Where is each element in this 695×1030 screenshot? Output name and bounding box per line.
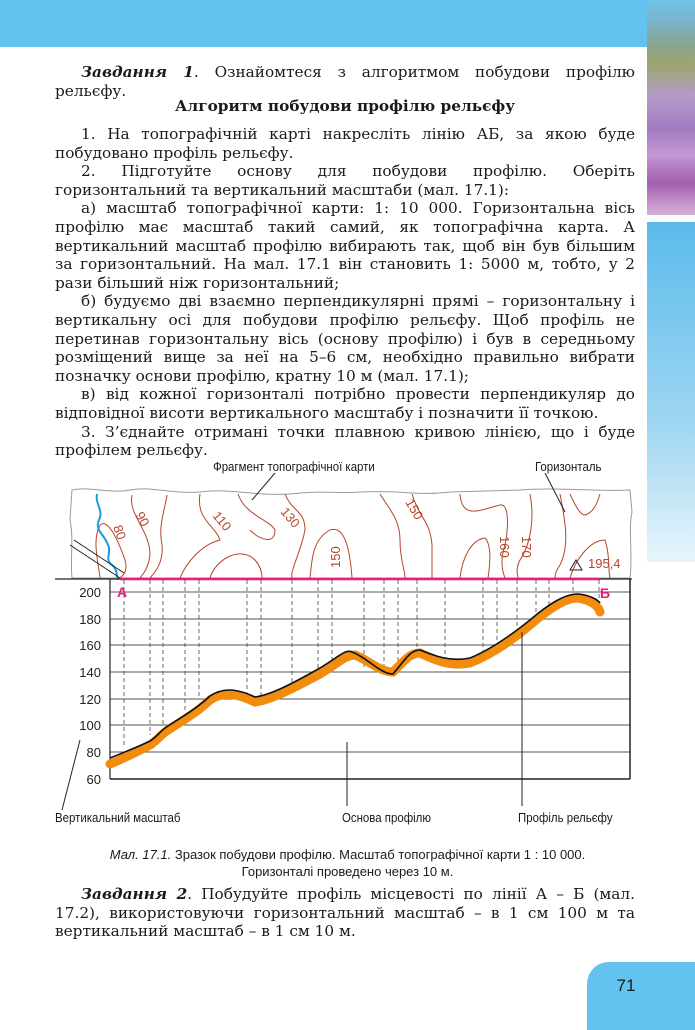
step-3: 3. З’єднайте отримані точки плавною кривою лінією, що і буде профілем рельєфу. bbox=[55, 422, 635, 460]
label-relief-profile: Профіль рельєфу bbox=[518, 810, 613, 825]
svg-text:150: 150 bbox=[402, 496, 427, 523]
caption-line-2: Горизонталі проведено через 10 м. bbox=[241, 864, 454, 879]
task-2 bbox=[55, 885, 635, 941]
caption-line-1: Зразок побудови профілю. Масштаб топографічної карти 1 : 10 000. bbox=[171, 847, 586, 862]
step-2: 2. Підготуйте основу для побудови профілю. Оберіть горизонтальний та вертикальний масштаби (мал. 17.1): bbox=[55, 162, 635, 199]
algorithm-steps bbox=[55, 125, 635, 460]
page-number: 71 bbox=[616, 976, 636, 995]
svg-text:80: 80 bbox=[110, 522, 130, 542]
svg-text:195,4: 195,4 bbox=[588, 556, 621, 571]
task-2-label: Завдання 2 bbox=[81, 885, 188, 903]
task-1-label: Завдання 1 bbox=[81, 63, 194, 81]
profile-figure-svg bbox=[0, 450, 695, 840]
task-1-text: . Ознайомтеся з алгоритмом побудови профілю рельєфу. bbox=[55, 63, 636, 100]
svg-text:110: 110 bbox=[209, 508, 235, 534]
svg-text:160: 160 bbox=[497, 536, 512, 558]
point-b-label: Б bbox=[600, 585, 611, 601]
svg-text:80: 80 bbox=[86, 745, 101, 760]
task-2-text: . Побудуйте профіль місцевості по лінії А – Б (мал. 17.2), використовуючи горизонтальний масштаб – в 1 см 100 м та вертикальний масштаб – в 1 см 10 м. bbox=[55, 885, 636, 941]
page-number-tab bbox=[587, 962, 695, 1030]
header-band bbox=[0, 0, 650, 47]
step-2a: а) масштаб топографічної карти: 1: 10 000. Горизонтальна вісь профілю має масштаб такий самий, як топографічна карта. А вертикальний масштаб профілю вибирають так, щоб він був більшим за горизонтальний. На мал. 17.1 він становить 1: 5000 м, тобто, у 2 рази більший ніж горизонтальний; bbox=[55, 199, 635, 292]
svg-text:200: 200 bbox=[79, 585, 101, 600]
svg-text:160: 160 bbox=[79, 638, 101, 653]
svg-text:180: 180 bbox=[79, 612, 101, 627]
step-2b: б) будуємо дві взаємно перпендикулярні прямі – горизонтальну і вертикальну осі для побудови профілю рельєфу. Щоб профіль не перетинав горизонтальну вісь (основу профілю) і був в середньому розміщений вище за неї на 5–6 см, необхідно правильно вибрати позначку основи профілю, кратну 10 м (мал. 17.1); bbox=[55, 292, 635, 385]
task-1 bbox=[55, 63, 635, 100]
figure-17-1 bbox=[0, 450, 695, 840]
y-tick-labels bbox=[79, 585, 101, 787]
step-2c: в) від кожної горизонталі потрібно провести перпендикуляр до відповідної висоти вертикального масштабу і позначити її точкою. bbox=[55, 385, 635, 422]
step-1: 1. На топографічній карті накресліть лінію АБ, за якою буде побудовано профіль рельєфу. bbox=[55, 125, 635, 162]
label-vertical-scale: Вертикальний масштаб bbox=[55, 810, 181, 825]
caption-prefix: Мал. 17.1. bbox=[109, 847, 172, 862]
svg-text:130: 130 bbox=[277, 504, 304, 531]
svg-text:60: 60 bbox=[86, 772, 101, 787]
svg-text:90: 90 bbox=[132, 509, 153, 530]
label-map-fragment: Фрагмент топографічної карти bbox=[213, 459, 375, 474]
label-profile-base: Основа профілю bbox=[342, 810, 431, 825]
point-a-label: А bbox=[117, 584, 128, 600]
svg-text:170: 170 bbox=[519, 536, 534, 558]
algorithm-heading: Алгоритм побудови профілю рельєфу bbox=[174, 97, 516, 115]
grid bbox=[110, 592, 630, 752]
svg-text:100: 100 bbox=[79, 718, 101, 733]
svg-text:120: 120 bbox=[79, 692, 101, 707]
svg-text:150: 150 bbox=[328, 546, 343, 568]
label-contour: Горизонталь bbox=[535, 459, 602, 474]
decorative-photo bbox=[647, 0, 695, 215]
figure-caption bbox=[40, 846, 655, 880]
svg-text:140: 140 bbox=[79, 665, 101, 680]
